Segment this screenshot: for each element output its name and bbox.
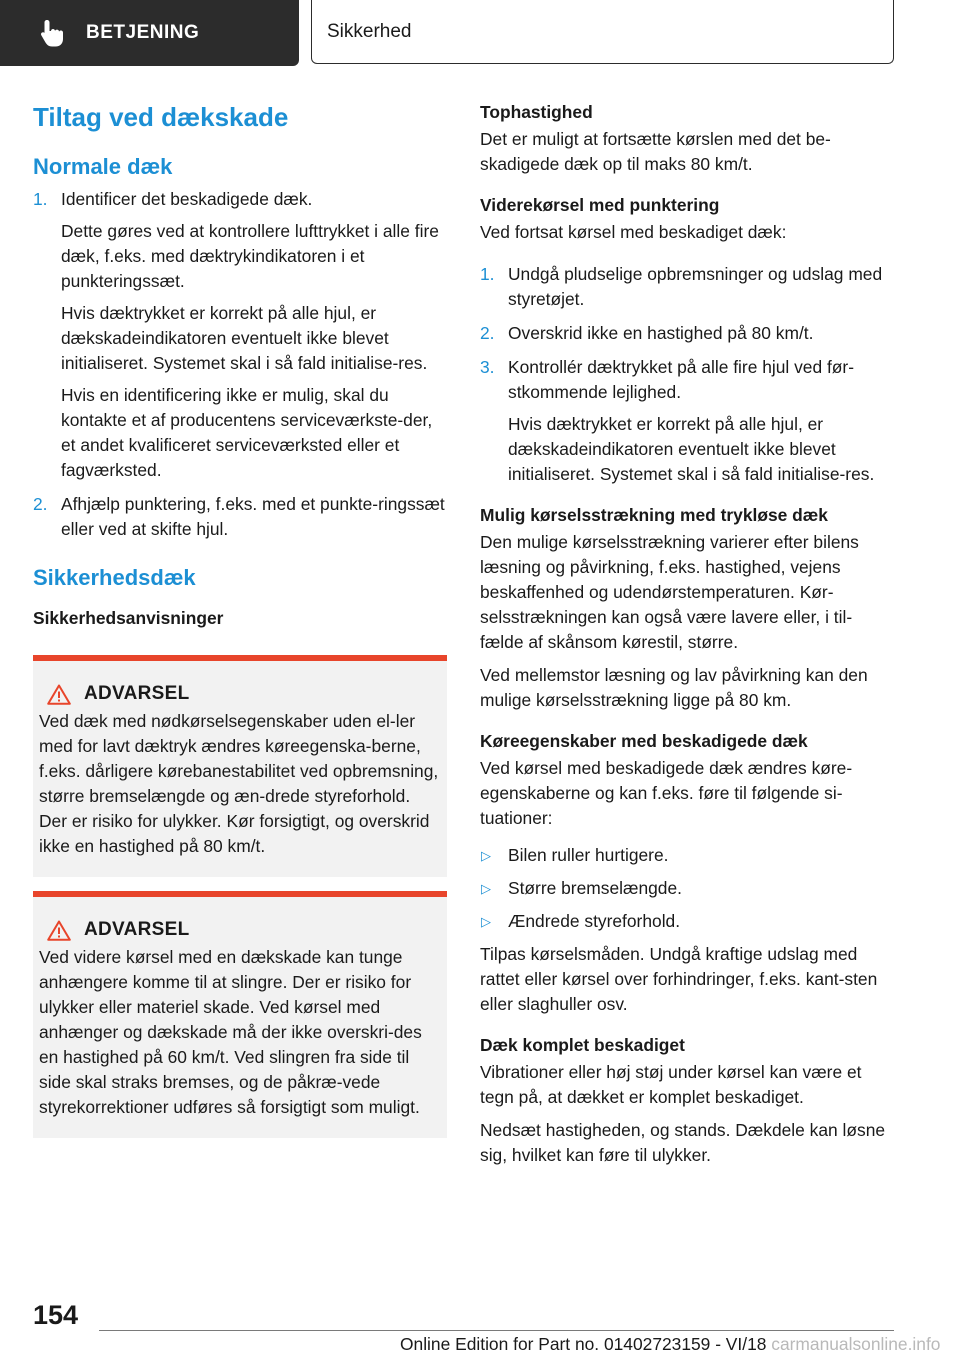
- section-tab-label: Sikkerhed: [327, 20, 412, 42]
- list-item: [33, 187, 447, 483]
- damaged-heading: Dæk komplet beskadiget: [480, 1035, 685, 1055]
- handling-text: Ved kørsel med beskadigede dæk ændres køre-egenskaberne og kan f.eks. føre til følgende si-tuationer:: [480, 758, 853, 828]
- list-item: [480, 262, 895, 312]
- step-number: 1.: [480, 264, 495, 284]
- chapter-tab[interactable]: [0, 0, 299, 66]
- hand-pointer-icon: [38, 18, 66, 48]
- list-item: [33, 492, 447, 542]
- step-text: Identificer det beskadigede dæk.: [61, 189, 313, 209]
- range-text: Ved mellemstor læsning og lav påvirkning kan den mulige kørselsstrækning ligge på 80 km.: [480, 665, 868, 710]
- continued-driving-steps: [480, 262, 895, 487]
- step-text: Hvis en identificering ikke er mulig, skal du kontakte et af producentens serviceværkste-der, et andet kvalificeret serviceværksted eller et fagværksted.: [61, 385, 433, 480]
- step-text: Overskrid ikke en hastighed på 80 km/t.: [508, 323, 814, 343]
- step-number: 2.: [480, 323, 495, 343]
- step-number: 1.: [33, 189, 48, 209]
- safety-tyres-heading: Sikkerhedsdæk: [33, 565, 196, 590]
- triangle-bullet-icon: ▷: [481, 881, 491, 896]
- right-column: [480, 100, 895, 1176]
- normal-tyres-steps: [33, 187, 447, 542]
- bullet-text: Ændrede styreforhold.: [508, 911, 681, 931]
- handling-heading: Køreegenskaber med beskadigede dæk: [480, 731, 808, 751]
- step-text: Undgå pludselige opbremsninger og udslag med styretøjet.: [508, 264, 883, 309]
- edition-text: Online Edition for Part no. 01402723159 - VI/18: [400, 1334, 767, 1354]
- page-number: 154: [33, 1300, 79, 1330]
- damaged-text: Nedsæt hastigheden, og stands. Dækdele kan løsne sig, hvilket kan føre til ulykker.: [480, 1120, 886, 1165]
- handling-after-text: Tilpas kørselsmåden. Undgå kraftige udslag med rattet eller kørsel over forhindringer, f.eks. kant-sten eller slaghuller osv.: [480, 944, 878, 1014]
- warning-title: [39, 683, 439, 705]
- list-item: [480, 321, 895, 346]
- safety-instructions-heading: Sikkerhedsanvisninger: [33, 608, 224, 628]
- continued-driving-intro: Ved fortsat kørsel med beskadiget dæk:: [480, 222, 787, 242]
- chapter-tab-label: BETJENING: [86, 22, 200, 43]
- triangle-bullet-icon: ▷: [481, 914, 491, 929]
- warning-triangle-icon: [47, 920, 71, 941]
- footer-edition: [400, 1331, 940, 1357]
- warning-text: Ved videre kørsel med en dækskade kan tunge anhængere komme til at slingre. Der er risiko for ulykker eller materiel skade. Ved kørsel med anhænger og dækskade må der ikke overskri-des en hastighed på 60 km/t. Ved slingren fra side til side skal straks bremses, og de påkræ-vede styrekorrektioner udføres så forsigtigt som muligt.: [39, 947, 422, 1117]
- warning-title: [39, 919, 439, 941]
- step-number: 2.: [33, 494, 48, 514]
- handling-bullets: [480, 843, 895, 934]
- range-text: Den mulige kørselsstrækning varierer efter bilens læsning og påvirkning, f.eks. hastighed, vejens beskaffenhed og udendørstemperaturen. Kør-selsstrækningen kan også være lavere eller, i til-fælde af skånsom kørestil, større.: [480, 532, 859, 652]
- bullet-text: Større bremselængde.: [508, 878, 682, 898]
- step-text: Hvis dæktrykket er korrekt på alle hjul, er dækskadeindikatoren eventuelt ikke blevet initialiseret. Systemet skal i så fald initialise-res.: [61, 303, 428, 373]
- top-speed-text: Det er muligt at fortsætte kørslen med det be-skadigede dæk op til maks 80 km/t.: [480, 129, 831, 174]
- step-number: 3.: [480, 357, 495, 377]
- list-item: [480, 843, 895, 868]
- step-text: Hvis dæktrykket er korrekt på alle hjul, er dækskadeindikatoren eventuelt ikke blevet initialiseret. Systemet skal i så fald initialise-res.: [508, 414, 875, 484]
- warning-box: [33, 891, 447, 1138]
- list-item: [480, 876, 895, 901]
- step-text: Afhjælp punktering, f.eks. med et punkte-ringssæt eller ved at skifte hjul.: [61, 494, 445, 539]
- warning-triangle-icon: [47, 684, 71, 705]
- top-speed-heading: Tophastighed: [480, 102, 593, 122]
- continued-driving-heading: Viderekørsel med punktering: [480, 195, 720, 215]
- watermark: carmanualsonline.info: [771, 1334, 941, 1354]
- triangle-bullet-icon: ▷: [481, 848, 491, 863]
- range-heading: Mulig kørselsstrækning med trykløse dæk: [480, 505, 828, 525]
- step-text: Dette gøres ved at kontrollere lufttrykket i alle fire dæk, f.eks. med dæktrykindikatoren i et punkteringssæt.: [61, 221, 439, 291]
- section-tab[interactable]: [311, 0, 894, 64]
- warning-box: [33, 655, 447, 877]
- list-item: [480, 355, 895, 487]
- warning-text: Ved dæk med nødkørselsegenskaber uden el-ler med for lavt dæktryk ændres køreegenska-berne, f.eks. dårligere kørebanestabilitet ved opbremsning, større bremselængde og æn-drede styreforhold. Der er risiko for ulykker. Kør forsigtigt, og overskrid ikke en hastighed på 80 km/t.: [39, 711, 439, 856]
- damaged-text: Vibrationer eller høj støj under kørsel kan være et tegn på, at dækket er komplet beskadiget.: [480, 1062, 862, 1107]
- step-text: Kontrollér dæktrykket på alle fire hjul ved før-stkommende lejlighed.: [508, 357, 855, 402]
- list-item: [480, 909, 895, 934]
- warning-title-text: ADVARSEL: [84, 683, 190, 704]
- bullet-text: Bilen ruller hurtigere.: [508, 845, 669, 865]
- page-title: Tiltag ved dækskade: [33, 102, 289, 132]
- left-column: [33, 100, 447, 1152]
- warning-title-text: ADVARSEL: [84, 919, 190, 940]
- normal-tyres-heading: Normale dæk: [33, 154, 173, 179]
